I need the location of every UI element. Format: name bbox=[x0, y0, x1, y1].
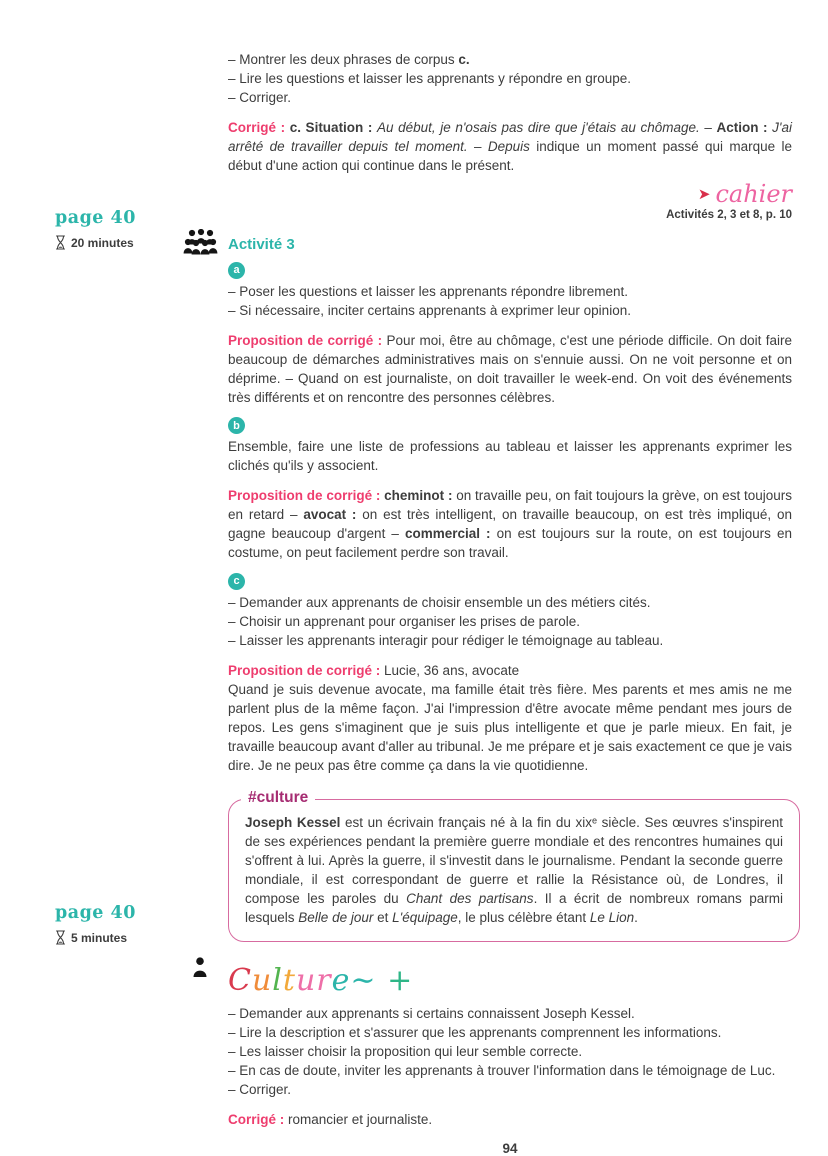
duration-row bbox=[55, 930, 205, 945]
page-number: 94 bbox=[502, 1140, 518, 1156]
page-ref-label: page 40 bbox=[55, 903, 136, 923]
list-item: – Lire la description et s'assurer que les apprenants comprennent les informations. bbox=[228, 1024, 722, 1040]
list-item: – Si nécessaire, inciter certains apprenants à exprimer leur opinion. bbox=[228, 302, 631, 318]
cahier-reference bbox=[228, 181, 792, 223]
proposition-paragraph-a: Proposition de corrigé : Pour moi, être au chômage, c'est une période difficile. On doit faire beaucoup de démarches administratives mais on s'ennuie aussi. On ne voit personne et on déprime. – Quand on est journaliste, on doit travailler le week-end. On voit des événements très différents et on rencontre des personnes célèbres. bbox=[228, 332, 793, 405]
culture-info-box bbox=[228, 788, 800, 942]
duration-label: 5 minutes bbox=[71, 930, 128, 945]
culture-plus-bullet-list bbox=[228, 1004, 792, 1099]
corrige-paragraph: Corrigé : c. Situation : Au début, je n'osais pas dire que j'étais au chômage. – Action : J'ai arrêté de travailler depuis tel moment. – Depuis indique un moment passé qui marque le début d'une action qui continue dans le présent. bbox=[228, 120, 792, 173]
culture-box-heading: #culture bbox=[241, 789, 315, 807]
list-item: – En cas de doute, inviter les apprenants à trouver l'information dans le témoignage de Luc. bbox=[228, 1062, 776, 1078]
list-item: – Choisir un apprenant pour organiser les prises de parole. bbox=[228, 613, 580, 629]
list-item: – Les laisser choisir la proposition qui leur semble correcte. bbox=[228, 1043, 583, 1059]
culture-box-body: Joseph Kessel est un écrivain français né à la fin du xixᵉ siècle. Ses œuvres s'inspirent de ses expériences pendant la première guerre mondiale et des rencontres humaines qui s'offrent à lui. Après la guerre, il s'investit dans le journalisme. Pendant la seconde guerre mondiale, il est correspondant de guerre et rallie la Résistance où, de Londres, il compose les paroles du Chant des partisans. Il a écrit de nombreux romans parmi lesquels Belle de jour et L'équipage, le plus célèbre étant Le Lion. bbox=[245, 814, 784, 925]
intro-bullet-list bbox=[228, 50, 792, 107]
margin-ref-culture-plus bbox=[55, 902, 205, 945]
hourglass-icon bbox=[55, 930, 66, 945]
list-item: – Demander aux apprenants si certains connaissent Joseph Kessel. bbox=[228, 1005, 635, 1021]
final-corrige-paragraph: Corrigé : romancier et journaliste. bbox=[228, 1111, 433, 1127]
list-item: – Montrer les deux phrases de corpus c. bbox=[228, 52, 470, 67]
list-item: – Poser les questions et laisser les apprenants répondre librement. bbox=[228, 283, 628, 299]
list-item: – Corriger. bbox=[228, 1081, 292, 1097]
hourglass-icon bbox=[55, 235, 66, 250]
list-item: – Laisser les apprenants interagir pour rédiger le témoignage au tableau. bbox=[228, 632, 664, 648]
culture-plus-title: Culture∼ + bbox=[228, 962, 414, 998]
duration-label: 20 minutes bbox=[71, 235, 134, 250]
step-a-row bbox=[228, 260, 792, 279]
page-ref-label: page 40 bbox=[55, 208, 136, 228]
step-b-paragraph: Ensemble, faire une liste de professions au tableau et laisser les apprenants exprimer les clichés qu'ils y associent. bbox=[228, 439, 792, 473]
list-item: – Demander aux apprenants de choisir ensemble un des métiers cités. bbox=[228, 594, 651, 610]
step-badge-c: c bbox=[228, 573, 245, 590]
step-badge-a: a bbox=[228, 262, 245, 279]
person-icon bbox=[191, 957, 209, 978]
step-a-bullet-list bbox=[228, 282, 792, 320]
cahier-label-row bbox=[228, 181, 792, 208]
cahier-activities-note: Activités 2, 3 et 8, p. 10 bbox=[666, 209, 792, 221]
cahier-label: cahier bbox=[715, 180, 792, 208]
proposition-paragraph-b: Proposition de corrigé : cheminot : on travaille peu, on fait toujours la grève, on est toujours en retard – avocat : on est très intelligent, on travaille beaucoup, on est très impliqué, on gagne beaucoup d'argent – commercial : on est toujours sur la route, on est toujours en costume, on peut facilement perdre son travail. bbox=[228, 488, 793, 560]
group-icon bbox=[181, 229, 221, 261]
step-c-bullet-list bbox=[228, 593, 792, 650]
proposition-paragraph-c: Proposition de corrigé : Lucie, 36 ans, avocate Quand je suis devenue avocate, ma famille était très fière. Mes parents et mes amis ne me parlent plus de la même façon. J'ai l'impression d'être avocate même pendant mes jours de repos. Les gens s'imaginent que je suis plus intelligente et que je parle mieux. En fait, je travaille beaucoup avant d'aller au tribunal. Je me prépare et je sais exactement ce que je vais dire. Je ne peux pas être comme ça dans la vie quotidienne. bbox=[228, 662, 792, 773]
main-column bbox=[228, 48, 792, 1156]
list-item: – Lire les questions et laisser les apprenants y répondre en groupe. bbox=[228, 71, 631, 86]
step-c-row bbox=[228, 571, 792, 590]
list-item: – Corriger. bbox=[228, 90, 292, 105]
step-badge-b: b bbox=[228, 417, 245, 434]
arrow-right-icon: ➤ bbox=[697, 185, 711, 203]
activity-title: Activité 3 bbox=[228, 236, 295, 253]
step-b-row bbox=[228, 416, 792, 435]
